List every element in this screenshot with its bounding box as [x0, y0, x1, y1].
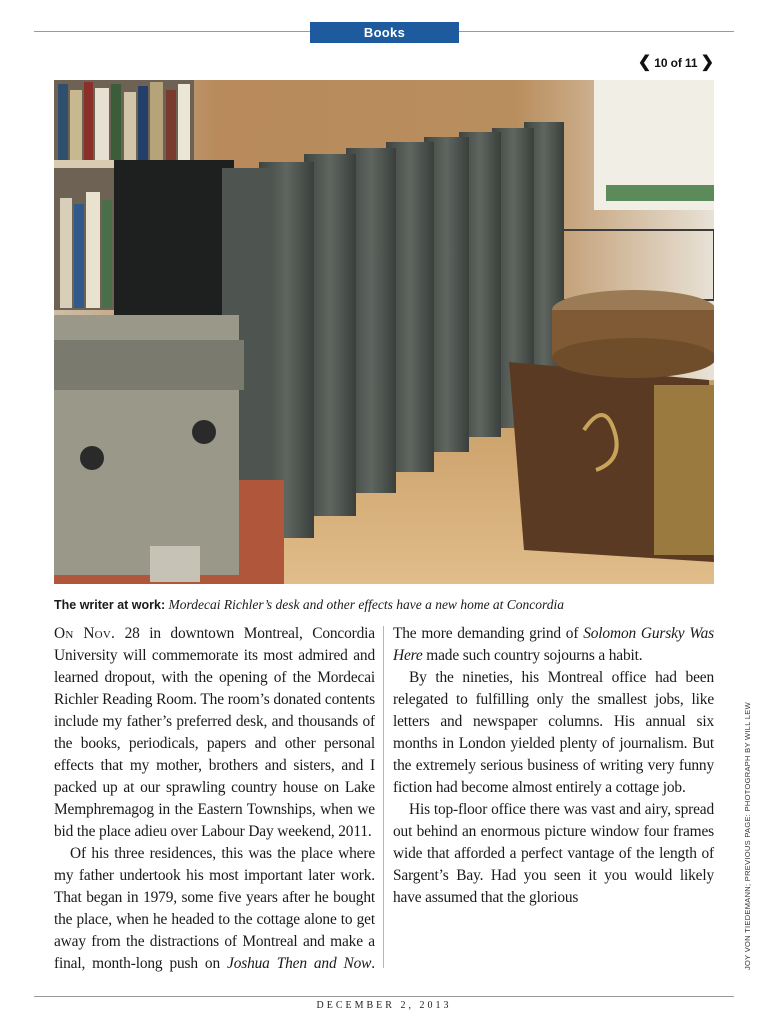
next-page-icon[interactable]: ❯ — [700, 54, 714, 71]
photo-credit: JOY VON TIEDEMANN; PREVIOUS PAGE: PHOTOGRAPH BY WILL LEW — [743, 702, 752, 970]
issue-date: DECEMBER 2, 2013 — [316, 1000, 452, 1011]
paragraph-2-c: made such country sojourns a habit. — [422, 647, 643, 664]
paragraph-2-flow-wrap — [393, 623, 714, 667]
article-photo — [54, 80, 714, 584]
paragraph-2-continued — [393, 623, 714, 667]
desk-books-illustration — [54, 80, 714, 584]
dateline: On Nov. — [54, 625, 116, 642]
current-page: 10 — [654, 56, 668, 70]
article-column-2 — [393, 623, 714, 909]
column-divider — [383, 626, 384, 968]
page-navigation — [638, 55, 714, 71]
paragraph-2-b: The more demanding grind of — [393, 625, 579, 642]
paragraph-2 — [54, 843, 375, 975]
section-label[interactable]: Books — [310, 22, 459, 43]
paragraph-4: His top-floor office there was vast and airy, spread out behind an enormous picture window four frames wide that afforded a perfect vantage of the length of Sargent’s Bay. Had you seen it you would likely have assumed that the glorious — [393, 801, 714, 906]
article-column-1 — [54, 623, 375, 975]
caption-text: Mordecai Richler’s desk and other effects have a new home at Concordia — [168, 597, 565, 612]
book-title-gursky: Solomon Gursky Was Here — [393, 625, 714, 664]
caption-lead: The writer at work: — [54, 598, 166, 612]
paragraph-1-text: 28 in downtown Montreal, Concordia University will commemorate its most admired and learned dropout, with the opening of the Mordecai Richler Reading Room. The room’s donated contents include my father’s preferred desk, and thousands of the books, periodicals, papers and other personal effects that my mother, brothers and sisters, and I packed up at our sprawling country house on Lake Memphremagog in the Eastern Townships, when we bid the place adieu over Labour Day weekend, 2011. — [54, 625, 375, 840]
paragraph-1 — [54, 623, 375, 843]
paragraph-2-a: Of his three residences, this was the place where my father undertook his most important later work. That began in 1979, some five years after he bought the place, when he headed to the cottage alone to get away from the distractions of Montreal and make a final, month-long push on — [54, 845, 375, 972]
paragraph-2-b: . — [371, 955, 375, 972]
photo-caption — [54, 596, 734, 614]
book-title-joshua: Joshua Then and Now — [227, 955, 372, 972]
of-label: of — [670, 56, 682, 70]
previous-page-icon[interactable]: ❮ — [637, 54, 652, 71]
total-pages: 11 — [684, 56, 698, 70]
paragraph-2-flow — [393, 623, 714, 667]
paragraph-3: By the nineties, his Montreal office had been relegated to fulfilling only the smallest jobs, like letters and newspaper columns. His annual six months in London yielded plenty of journalism. But the extremely serious business of writing very funny fiction had become almost entirely a cottage job. — [393, 669, 714, 796]
footer-rule — [34, 996, 734, 997]
